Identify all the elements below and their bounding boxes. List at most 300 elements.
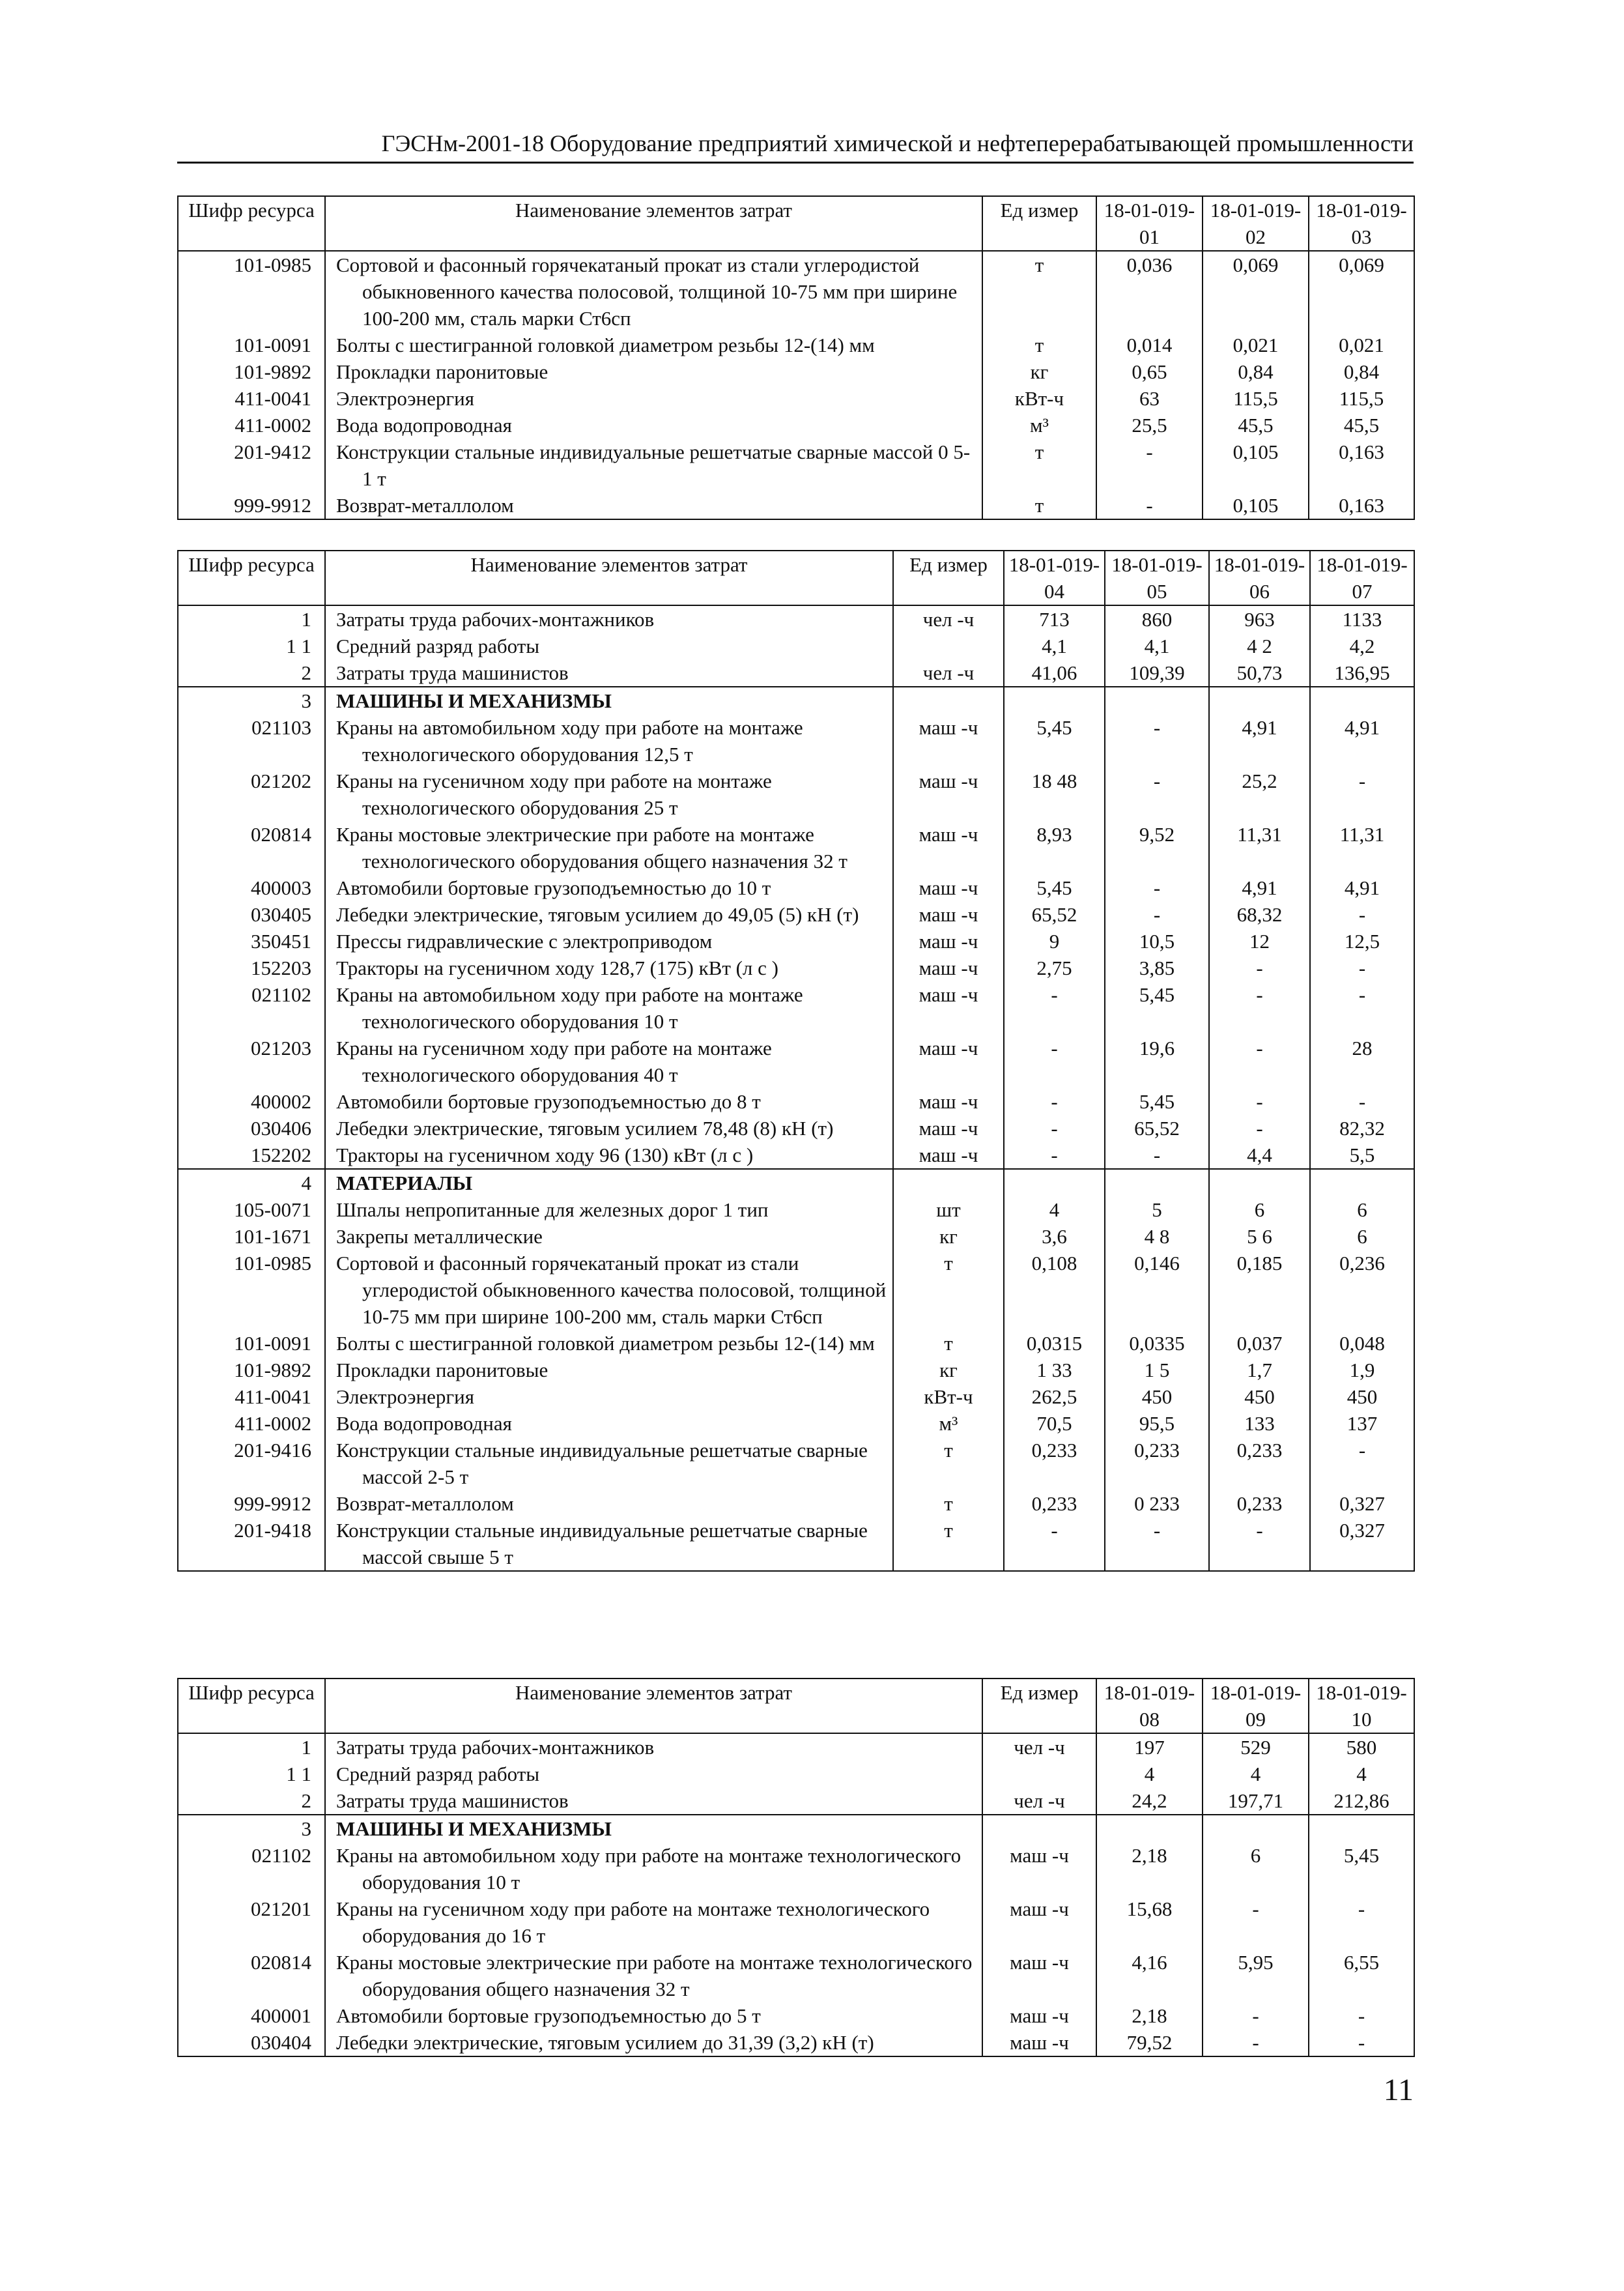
norm-value: 197 <box>1096 1733 1203 1761</box>
header-norm-code: 18-01-019-02 <box>1203 196 1309 251</box>
resource-code: 1 <box>178 605 325 633</box>
norm-value: - <box>1203 2002 1309 2029</box>
norm-value: 9,52 <box>1105 821 1209 874</box>
norm-value: 450 <box>1209 1383 1310 1410</box>
resource-name-text: Электроэнергия <box>336 1385 474 1408</box>
norm-value <box>1310 1169 1414 1196</box>
norm-value: 0 233 <box>1105 1490 1209 1517</box>
norm-value: - <box>1203 2029 1309 2056</box>
resource-name-text: Прессы гидравлические с электроприводом <box>336 930 713 953</box>
resource-unit: маш -ч <box>982 2029 1096 2056</box>
table-row <box>178 1383 1414 1410</box>
norm-value: 6 <box>1203 1842 1309 1895</box>
norm-value <box>1209 1169 1310 1196</box>
resource-unit: чел -ч <box>893 605 1004 633</box>
table-row <box>178 714 1414 768</box>
norm-value: 0,233 <box>1209 1437 1310 1490</box>
norm-value: 0,021 <box>1309 332 1414 358</box>
resource-code: 999-9912 <box>178 1490 325 1517</box>
norm-value: - <box>1004 1088 1105 1115</box>
norm-value: 79,52 <box>1096 2029 1203 2056</box>
table-row <box>178 633 1414 659</box>
resource-name <box>325 1115 893 1142</box>
cost-table-1 <box>177 195 1415 520</box>
resource-code: 350451 <box>178 928 325 955</box>
header-norm-code: 18-01-019-07 <box>1310 551 1414 605</box>
resource-name <box>325 1437 893 1490</box>
norm-value: 11,31 <box>1209 821 1310 874</box>
norm-value: 2,75 <box>1004 955 1105 981</box>
resource-unit: т <box>893 1517 1004 1571</box>
norm-value <box>1209 687 1310 714</box>
norm-value: - <box>1310 955 1414 981</box>
resource-name-text: Краны на автомобильном ходу при работе на монтаже технологического оборудования 10 т <box>336 983 803 1033</box>
table-row <box>178 251 1414 332</box>
norm-value: 6 <box>1310 1196 1414 1223</box>
resource-name-text: Лебедки электрические, тяговым усилием до 49,05 (5) кН (т) <box>336 903 859 926</box>
resource-unit: чел -ч <box>982 1787 1096 1815</box>
resource-name <box>325 1223 893 1250</box>
header-norm-code: 18-01-019-09 <box>1203 1679 1309 1733</box>
table-row <box>178 1733 1414 1761</box>
resource-code: 999-9912 <box>178 492 325 519</box>
resource-code: 1 <box>178 1733 325 1761</box>
cost-table-2 <box>177 550 1415 1572</box>
resource-code: 021202 <box>178 768 325 821</box>
resource-unit: маш -ч <box>893 1142 1004 1169</box>
norm-value: 0,0335 <box>1105 1330 1209 1357</box>
resource-name-text: Сортовой и фасонный горячекатаный прокат из стали углеродистой обыкновенного качества полосовой, толщиной 10-75 мм при ширине 100-200 мм, сталь марки Ст6сп <box>336 1252 887 1328</box>
resource-name-text: Прокладки паронитовые <box>336 360 548 383</box>
norm-value: 2,18 <box>1096 1842 1203 1895</box>
resource-name-text: Вода водопроводная <box>336 414 512 437</box>
norm-value: 25,2 <box>1209 768 1310 821</box>
table-row <box>178 412 1414 439</box>
resource-name-text: Краны на автомобильном ходу при работе на монтаже технологического оборудования 10 т <box>336 1844 962 1894</box>
resource-name-text: Болты с шестигранной головкой диаметром резьбы 12-(14) мм <box>336 1332 875 1355</box>
resource-name <box>325 332 982 358</box>
norm-value: 5,45 <box>1105 1088 1209 1115</box>
resource-unit <box>893 687 1004 714</box>
resource-name <box>325 1383 893 1410</box>
norm-value: 5,45 <box>1004 874 1105 901</box>
table-row <box>178 439 1414 492</box>
resource-unit: маш -ч <box>982 1895 1096 1949</box>
resource-code: 101-0091 <box>178 332 325 358</box>
norm-value: 0,327 <box>1310 1490 1414 1517</box>
resource-name <box>325 768 893 821</box>
norm-value: 0,233 <box>1004 1437 1105 1490</box>
norm-value: 9 <box>1004 928 1105 955</box>
header-norm-code: 18-01-019-03 <box>1309 196 1414 251</box>
table-row <box>178 1842 1414 1895</box>
table-row <box>178 1517 1414 1571</box>
resource-code: 411-0041 <box>178 1383 325 1410</box>
resource-name <box>325 928 893 955</box>
resource-code: 400003 <box>178 874 325 901</box>
resource-code: 021102 <box>178 981 325 1035</box>
table-row <box>178 1895 1414 1949</box>
resource-code: 152202 <box>178 1142 325 1169</box>
resource-name-text: Краны мостовые электрические при работе на монтаже технологического оборудования общего назначения 32 т <box>336 823 848 872</box>
norm-value: 115,5 <box>1203 385 1309 412</box>
table-row <box>178 492 1414 519</box>
norm-value: 0,021 <box>1203 332 1309 358</box>
table-header-row <box>178 1679 1414 1733</box>
resource-code: 1 1 <box>178 633 325 659</box>
resource-code: 101-9892 <box>178 1357 325 1383</box>
resource-name-text: Конструкции стальные индивидуальные решетчатые сварные массой 2-5 т <box>336 1439 868 1488</box>
norm-value: - <box>1209 1035 1310 1088</box>
resource-code: 021203 <box>178 1035 325 1088</box>
norm-value: 45,5 <box>1309 412 1414 439</box>
resource-code: 101-9892 <box>178 358 325 385</box>
section-row <box>178 687 1414 714</box>
resource-name-text: Средний разряд работы <box>336 1763 540 1785</box>
norm-value: 529 <box>1203 1733 1309 1761</box>
norm-value: 5,95 <box>1203 1949 1309 2002</box>
resource-name-text: Возврат-металлолом <box>336 494 514 517</box>
header-norm-code: 18-01-019-05 <box>1105 551 1209 605</box>
resource-unit: т <box>982 492 1096 519</box>
table-row <box>178 1437 1414 1490</box>
resource-name <box>325 1517 893 1571</box>
table-header-row <box>178 551 1414 605</box>
resource-code: 4 <box>178 1169 325 1196</box>
norm-value: 25,5 <box>1096 412 1203 439</box>
table-row <box>178 385 1414 412</box>
norm-value: 0,069 <box>1309 251 1414 332</box>
norm-value: 212,86 <box>1309 1787 1414 1815</box>
resource-name <box>325 1035 893 1088</box>
norm-value: 137 <box>1310 1410 1414 1437</box>
resource-unit: маш -ч <box>893 1035 1004 1088</box>
resource-name <box>325 659 893 687</box>
norm-value <box>1096 1815 1203 1842</box>
norm-value: - <box>1310 1437 1414 1490</box>
resource-unit: т <box>893 1437 1004 1490</box>
resource-unit <box>982 1815 1096 1842</box>
norm-value: - <box>1209 1088 1310 1115</box>
resource-name-text: Шпалы непропитанные для железных дорог 1 тип <box>336 1198 769 1221</box>
resource-name <box>325 358 982 385</box>
norm-value: 0,014 <box>1096 332 1203 358</box>
resource-unit: м³ <box>982 412 1096 439</box>
resource-name <box>325 385 982 412</box>
norm-value: - <box>1105 901 1209 928</box>
norm-value: - <box>1310 901 1414 928</box>
norm-value: 115,5 <box>1309 385 1414 412</box>
norm-value <box>1310 687 1414 714</box>
norm-value: 5,45 <box>1105 981 1209 1035</box>
norm-value: 0,069 <box>1203 251 1309 332</box>
resource-name <box>325 605 893 633</box>
norm-value: 4,1 <box>1004 633 1105 659</box>
resource-name <box>325 1733 982 1761</box>
resource-unit: маш -ч <box>893 955 1004 981</box>
resource-name-text: Конструкции стальные индивидуальные решетчатые сварные массой 0 5-1 т <box>336 440 971 490</box>
resource-name <box>325 633 893 659</box>
resource-name <box>325 1895 982 1949</box>
norm-value: 1 5 <box>1105 1357 1209 1383</box>
table-row <box>178 901 1414 928</box>
header-unit: Ед измер <box>893 551 1004 605</box>
norm-value: 4,16 <box>1096 1949 1203 2002</box>
norm-value <box>1004 687 1105 714</box>
norm-value: - <box>1209 1115 1310 1142</box>
norm-value: 63 <box>1096 385 1203 412</box>
norm-value: 95,5 <box>1105 1410 1209 1437</box>
resource-unit: маш -ч <box>893 874 1004 901</box>
page-number: 11 <box>1383 2073 1414 2107</box>
header-unit: Ед измер <box>982 196 1096 251</box>
resource-code: 3 <box>178 687 325 714</box>
header-name: Наименование элементов затрат <box>325 1679 982 1733</box>
norm-value: 0,327 <box>1310 1517 1414 1571</box>
norm-value: - <box>1004 1517 1105 1571</box>
table-row <box>178 1787 1414 1815</box>
header-norm-code: 18-01-019-10 <box>1309 1679 1414 1733</box>
norm-value: 860 <box>1105 605 1209 633</box>
table-row <box>178 2002 1414 2029</box>
resource-name <box>325 1761 982 1787</box>
norm-value: - <box>1310 768 1414 821</box>
norm-value: 4,2 <box>1310 633 1414 659</box>
resource-name <box>325 874 893 901</box>
norm-value: 0,84 <box>1309 358 1414 385</box>
norm-value: 11,31 <box>1310 821 1414 874</box>
resource-name-text: Краны на гусеничном ходу при работе на монтаже технологического оборудования 40 т <box>336 1037 772 1086</box>
resource-name-text: Автомобили бортовые грузоподъемностью до 8 т <box>336 1090 761 1113</box>
header-code: Шифр ресурса <box>178 551 325 605</box>
norm-value: - <box>1105 768 1209 821</box>
header-norm-code: 18-01-019-04 <box>1004 551 1105 605</box>
norm-value: 0,105 <box>1203 492 1309 519</box>
resource-code: 020814 <box>178 821 325 874</box>
norm-value: 0,037 <box>1209 1330 1310 1357</box>
norm-value: 0,236 <box>1310 1250 1414 1330</box>
norm-value: - <box>1309 2029 1414 2056</box>
table-row <box>178 981 1414 1035</box>
resource-unit: маш -ч <box>893 768 1004 821</box>
norm-value: 0,0315 <box>1004 1330 1105 1357</box>
resource-unit <box>893 1169 1004 1196</box>
norm-value: 450 <box>1105 1383 1209 1410</box>
resource-name <box>325 1842 982 1895</box>
resource-code: 030404 <box>178 2029 325 2056</box>
resource-name-text: МАТЕРИАЛЫ <box>336 1172 473 1194</box>
resource-name-text: Болты с шестигранной головкой диаметром резьбы 12-(14) мм <box>336 334 875 356</box>
norm-value: 4 <box>1096 1761 1203 1787</box>
resource-name <box>325 251 982 332</box>
table-row <box>178 1761 1414 1787</box>
resource-code: 201-9412 <box>178 439 325 492</box>
norm-value: 1,9 <box>1310 1357 1414 1383</box>
norm-value: 5,45 <box>1309 1842 1414 1895</box>
norm-value <box>1105 687 1209 714</box>
norm-value: 6 <box>1209 1196 1310 1223</box>
norm-value: 82,32 <box>1310 1115 1414 1142</box>
norm-value <box>1004 1169 1105 1196</box>
norm-value: 4 2 <box>1209 633 1310 659</box>
resource-code: 201-9416 <box>178 1437 325 1490</box>
resource-code: 1 1 <box>178 1761 325 1787</box>
resource-code: 020814 <box>178 1949 325 2002</box>
norm-value: 24,2 <box>1096 1787 1203 1815</box>
resource-unit: маш -ч <box>893 1088 1004 1115</box>
norm-value: 65,52 <box>1004 901 1105 928</box>
norm-value: 0,233 <box>1209 1490 1310 1517</box>
resource-name-text: Тракторы на гусеничном ходу 96 (130) кВт (л с ) <box>336 1144 754 1166</box>
norm-value: 4,1 <box>1105 633 1209 659</box>
norm-value: - <box>1309 2002 1414 2029</box>
resource-code: 411-0002 <box>178 412 325 439</box>
section-row <box>178 1815 1414 1842</box>
norm-value: 580 <box>1309 1733 1414 1761</box>
norm-value: 0,65 <box>1096 358 1203 385</box>
header-unit: Ед измер <box>982 1679 1096 1733</box>
resource-unit: чел -ч <box>893 659 1004 687</box>
norm-value: 4,91 <box>1310 874 1414 901</box>
table-row <box>178 1330 1414 1357</box>
norm-value: - <box>1105 1517 1209 1571</box>
resource-name-text: Затраты труда рабочих-монтажников <box>336 1736 655 1759</box>
header-rule <box>177 162 1414 164</box>
resource-unit: т <box>982 251 1096 332</box>
norm-value: 0,163 <box>1309 439 1414 492</box>
resource-name-text: Лебедки электрические, тяговым усилием до 31,39 (3,2) кН (т) <box>336 2031 874 2054</box>
resource-unit: маш -ч <box>893 714 1004 768</box>
resource-name-text: Краны на автомобильном ходу при работе на монтаже технологического оборудования 12,5 т <box>336 716 803 766</box>
table-row <box>178 1142 1414 1169</box>
resource-unit: маш -ч <box>982 1949 1096 2002</box>
resource-name-text: Затраты труда рабочих-монтажников <box>336 608 655 631</box>
norm-value: - <box>1096 492 1203 519</box>
norm-value: 133 <box>1209 1410 1310 1437</box>
resource-name <box>325 1250 893 1330</box>
header-norm-code: 18-01-019-08 <box>1096 1679 1203 1733</box>
resource-name <box>325 492 982 519</box>
resource-unit: маш -ч <box>893 1115 1004 1142</box>
resource-code: 400002 <box>178 1088 325 1115</box>
norm-value: 50,73 <box>1209 659 1310 687</box>
resource-name <box>325 901 893 928</box>
table-row <box>178 1115 1414 1142</box>
resource-name <box>325 1088 893 1115</box>
resource-unit: маш -ч <box>982 1842 1096 1895</box>
resource-unit: т <box>982 439 1096 492</box>
resource-name-text: Краны мостовые электрические при работе на монтаже технологического оборудования общего назначения 32 т <box>336 1951 973 2000</box>
norm-value: 450 <box>1310 1383 1414 1410</box>
resource-unit: маш -ч <box>893 901 1004 928</box>
resource-code: 105-0071 <box>178 1196 325 1223</box>
section-row <box>178 1169 1414 1196</box>
table-row <box>178 332 1414 358</box>
norm-value: - <box>1105 714 1209 768</box>
norm-value: 0,185 <box>1209 1250 1310 1330</box>
resource-unit: кВт-ч <box>893 1383 1004 1410</box>
resource-unit: кг <box>893 1223 1004 1250</box>
table-row <box>178 1250 1414 1330</box>
table-header-row <box>178 196 1414 251</box>
resource-name <box>325 714 893 768</box>
resource-code: 101-1671 <box>178 1223 325 1250</box>
norm-value: 5 <box>1105 1196 1209 1223</box>
resource-name <box>325 2029 982 2056</box>
resource-name-text: Лебедки электрические, тяговым усилием 78,48 (8) кН (т) <box>336 1117 834 1140</box>
norm-value: - <box>1209 981 1310 1035</box>
resource-name <box>325 687 893 714</box>
resource-code: 101-0985 <box>178 1250 325 1330</box>
norm-value: 1,7 <box>1209 1357 1310 1383</box>
table-row <box>178 1490 1414 1517</box>
resource-name <box>325 1815 982 1842</box>
norm-value: 0,105 <box>1203 439 1309 492</box>
norm-value: 2,18 <box>1096 2002 1203 2029</box>
page-header-title: ГЭСНм-2001-18 Оборудование предприятий химической и нефтеперерабатывающей промышленности <box>381 130 1414 156</box>
resource-code: 030405 <box>178 901 325 928</box>
resource-unit: т <box>893 1490 1004 1517</box>
resource-name <box>325 2002 982 2029</box>
norm-value: 4 8 <box>1105 1223 1209 1250</box>
norm-value: 6 <box>1310 1223 1414 1250</box>
resource-code: 2 <box>178 1787 325 1815</box>
norm-value: 10,5 <box>1105 928 1209 955</box>
norm-value: 65,52 <box>1105 1115 1209 1142</box>
resource-name <box>325 1490 893 1517</box>
resource-unit: шт <box>893 1196 1004 1223</box>
norm-value: - <box>1310 981 1414 1035</box>
norm-value: 4,91 <box>1209 714 1310 768</box>
table-row <box>178 659 1414 687</box>
norm-value: 68,32 <box>1209 901 1310 928</box>
table-row <box>178 821 1414 874</box>
table-row <box>178 358 1414 385</box>
norm-value: 5 6 <box>1209 1223 1310 1250</box>
norm-value: 12,5 <box>1310 928 1414 955</box>
resource-name-text: Закрепы металлические <box>336 1225 543 1248</box>
norm-value: - <box>1105 874 1209 901</box>
cost-table-3 <box>177 1678 1415 2057</box>
norm-value: 0,233 <box>1004 1490 1105 1517</box>
norm-value: 6,55 <box>1309 1949 1414 2002</box>
norm-value: 70,5 <box>1004 1410 1105 1437</box>
norm-value: 963 <box>1209 605 1310 633</box>
table-row <box>178 1949 1414 2002</box>
resource-unit: т <box>893 1250 1004 1330</box>
resource-name-text: Прокладки паронитовые <box>336 1359 548 1381</box>
norm-value: 19,6 <box>1105 1035 1209 1088</box>
resource-unit: т <box>893 1330 1004 1357</box>
resource-code: 411-0041 <box>178 385 325 412</box>
resource-name-text: Электроэнергия <box>336 387 474 410</box>
norm-value <box>1203 1815 1309 1842</box>
norm-value: 0,036 <box>1096 251 1203 332</box>
norm-value: 0,84 <box>1203 358 1309 385</box>
norm-value: - <box>1004 1142 1105 1169</box>
table-row <box>178 1357 1414 1383</box>
norm-value: - <box>1004 981 1105 1035</box>
table-row <box>178 605 1414 633</box>
norm-value: - <box>1203 1895 1309 1949</box>
norm-value: 4 <box>1309 1761 1414 1787</box>
norm-value: 45,5 <box>1203 412 1309 439</box>
resource-name <box>325 1330 893 1357</box>
resource-name-text: Сортовой и фасонный горячекатаный прокат из стали углеродистой обыкновенного качества полосовой, толщиной 10-75 мм при ширине 100-200 мм, сталь марки Ст6сп <box>336 253 958 330</box>
resource-name-text: Краны на гусеничном ходу при работе на монтаже технологического оборудования 25 т <box>336 770 772 819</box>
norm-value <box>1309 1815 1414 1842</box>
resource-code: 021103 <box>178 714 325 768</box>
